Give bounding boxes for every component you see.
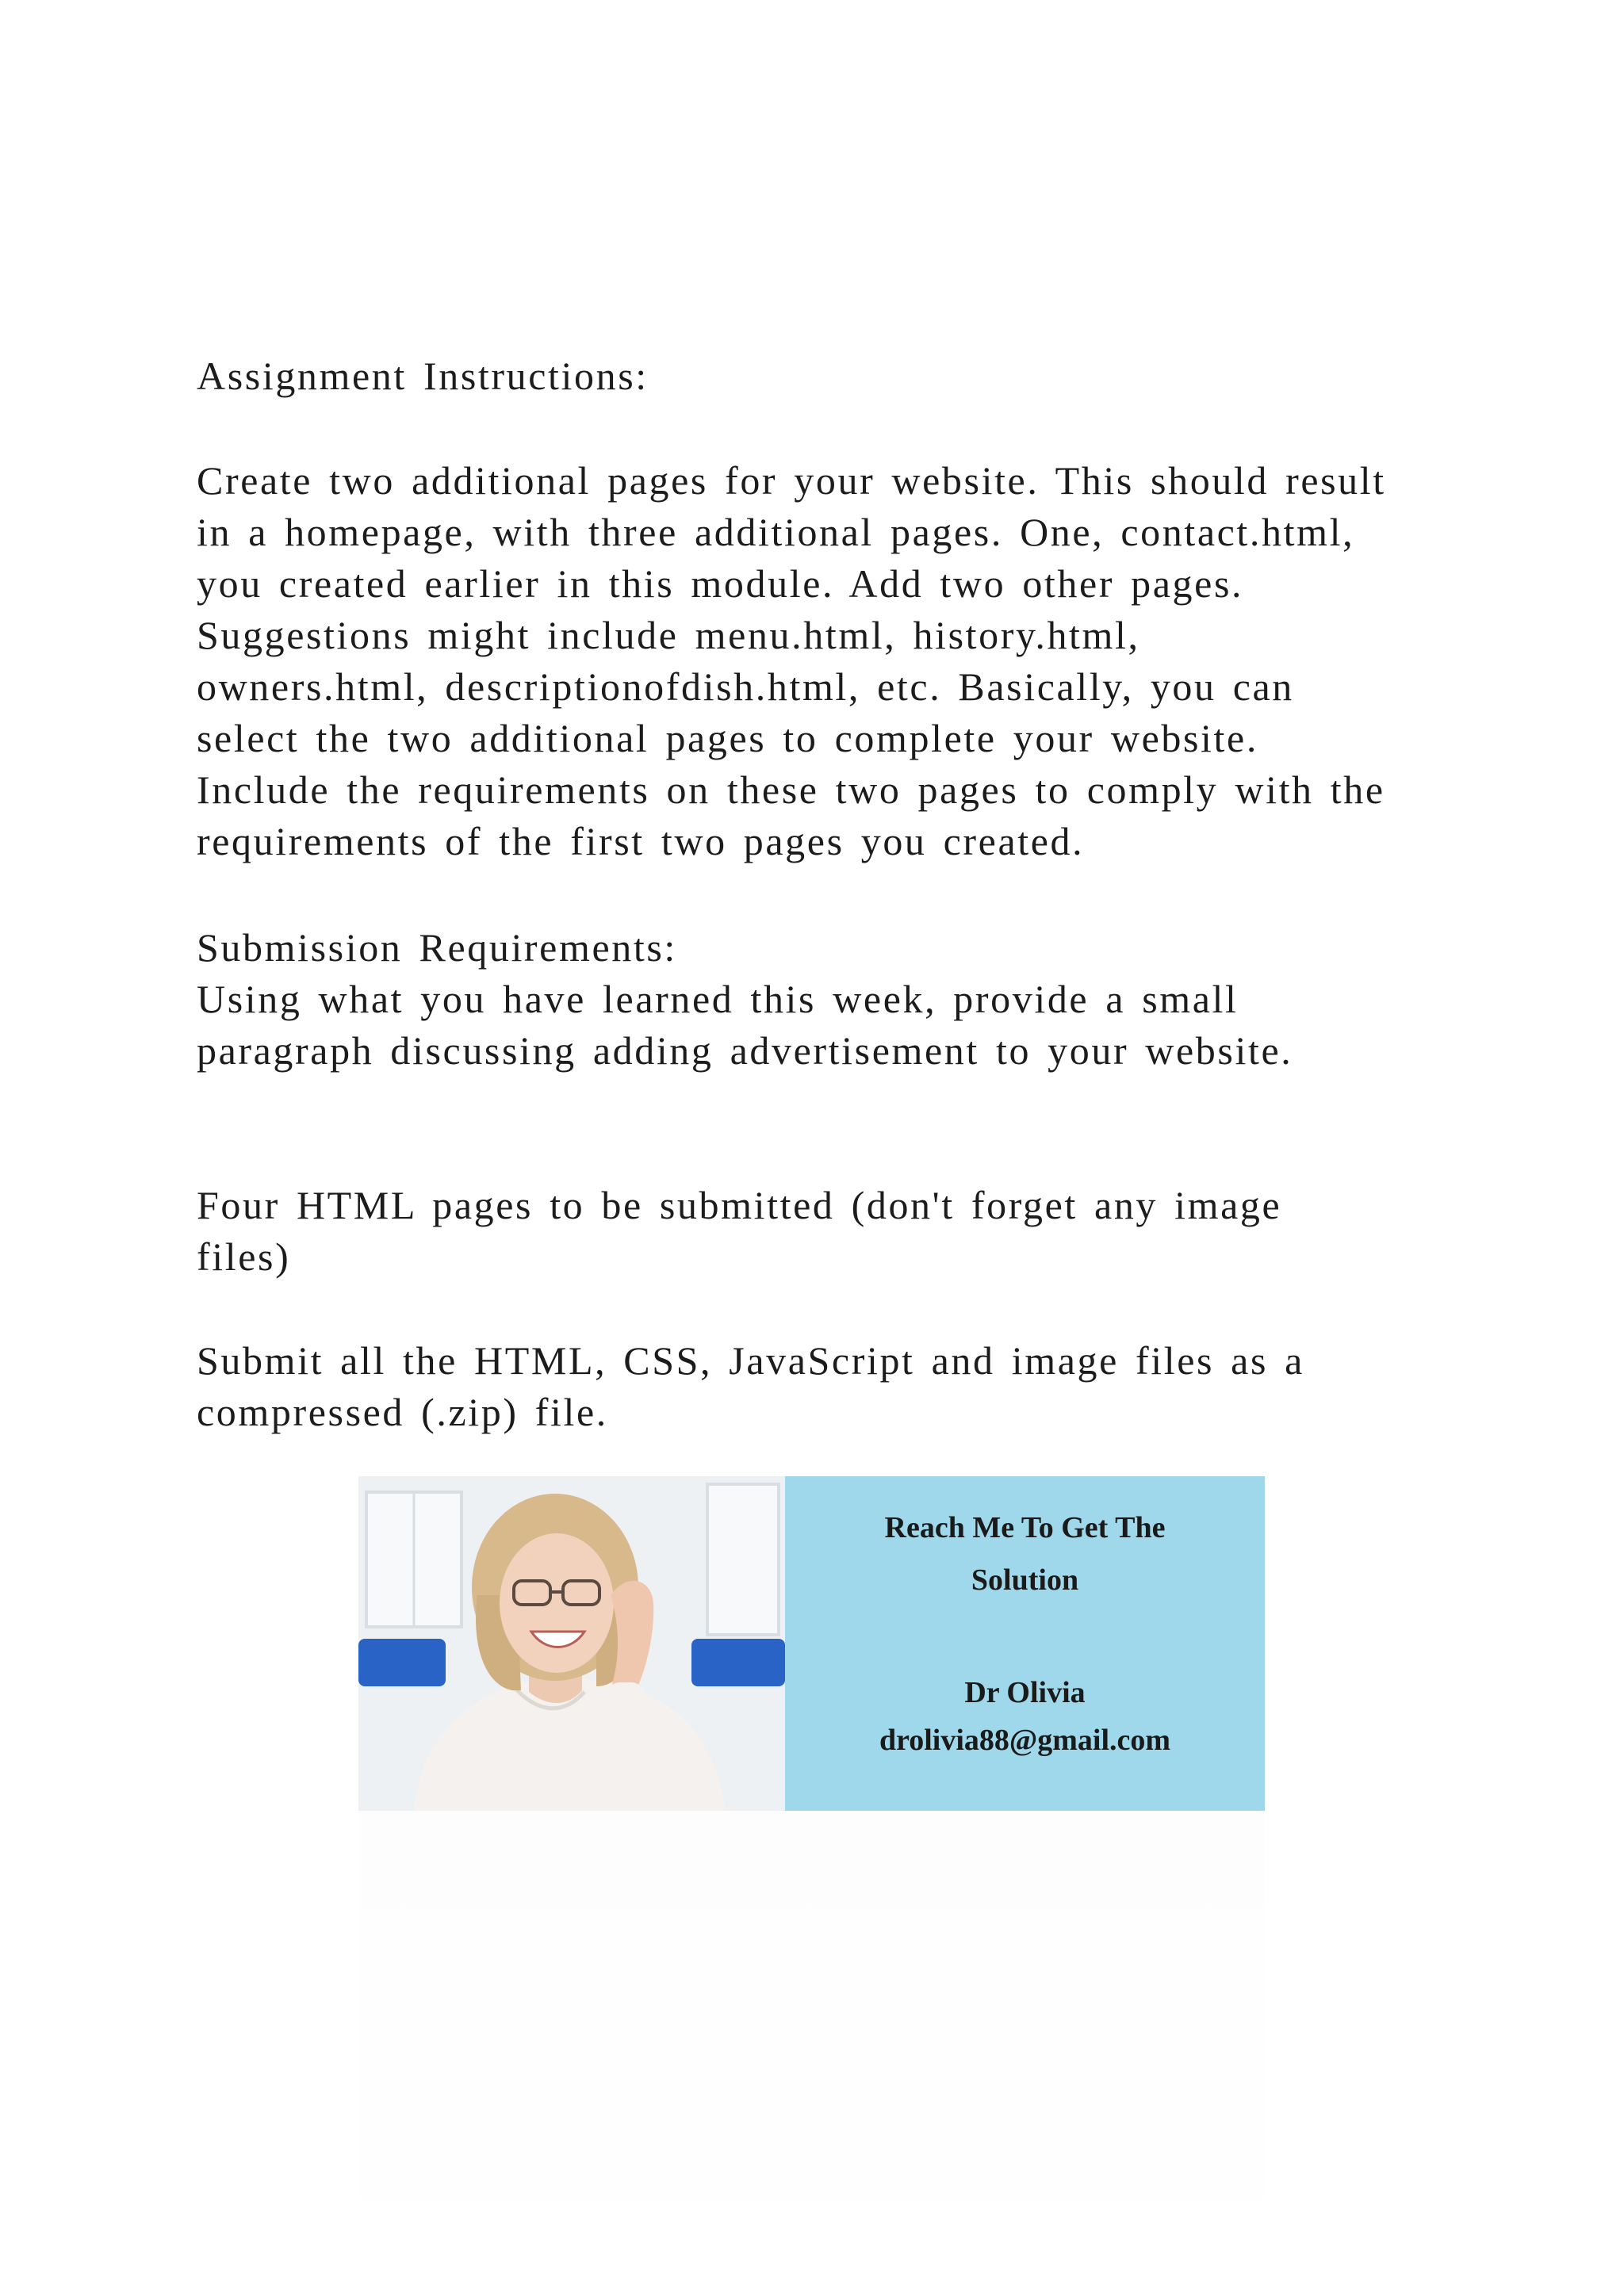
text-line: Using what you have learned this week, provide a small [197, 977, 1239, 1021]
text-line: requirements of the first two pages you created. [197, 819, 1085, 863]
text-line: owners.html, descriptionofdish.html, etc. Basically, you can [197, 664, 1294, 709]
text-line: paragraph discussing adding advertisement to your website. [197, 1028, 1293, 1073]
advertisement-banner[interactable] [358, 1476, 1265, 1811]
contact-panel [785, 1476, 1265, 1811]
text-line: in a homepage, with three additional pages. One, contact.html, [197, 510, 1355, 554]
ad-headline: Reach Me To Get The Solution [884, 1511, 1166, 1597]
text-line: Suggestions might include menu.html, history.html, [197, 613, 1140, 657]
ad-contact-name: Dr Olivia [964, 1676, 1086, 1709]
submit-note [197, 1335, 1497, 1438]
text-line: compressed (.zip) file. [197, 1390, 608, 1434]
faint-background-strip [358, 1811, 1265, 2296]
woman-photo [358, 1476, 785, 1811]
photo-illustration [358, 1476, 785, 1811]
instructions-paragraph [197, 455, 1497, 867]
text-line: Submission Requirements: [197, 925, 677, 970]
text-line: Four HTML pages to be submitted (don't forget any image [197, 1183, 1282, 1227]
text-line: you created earlier in this module. Add two other pages. [197, 561, 1244, 606]
text-line: files) [197, 1234, 291, 1279]
text-line: Submit all the HTML, CSS, JavaScript and image files as a [197, 1338, 1304, 1383]
ad-contact-email[interactable]: drolivia88@gmail.com [879, 1724, 1171, 1757]
assignment-heading [197, 350, 1497, 402]
text-line: Create two additional pages for your website. This should result [197, 458, 1386, 503]
submission-requirements [197, 922, 1497, 1077]
text-line: Assignment Instructions: [197, 354, 649, 398]
text-line: Include the requirements on these two pages to comply with the [197, 767, 1385, 812]
text-line: select the two additional pages to complete your website. [197, 716, 1258, 760]
pages-note [197, 1180, 1497, 1283]
